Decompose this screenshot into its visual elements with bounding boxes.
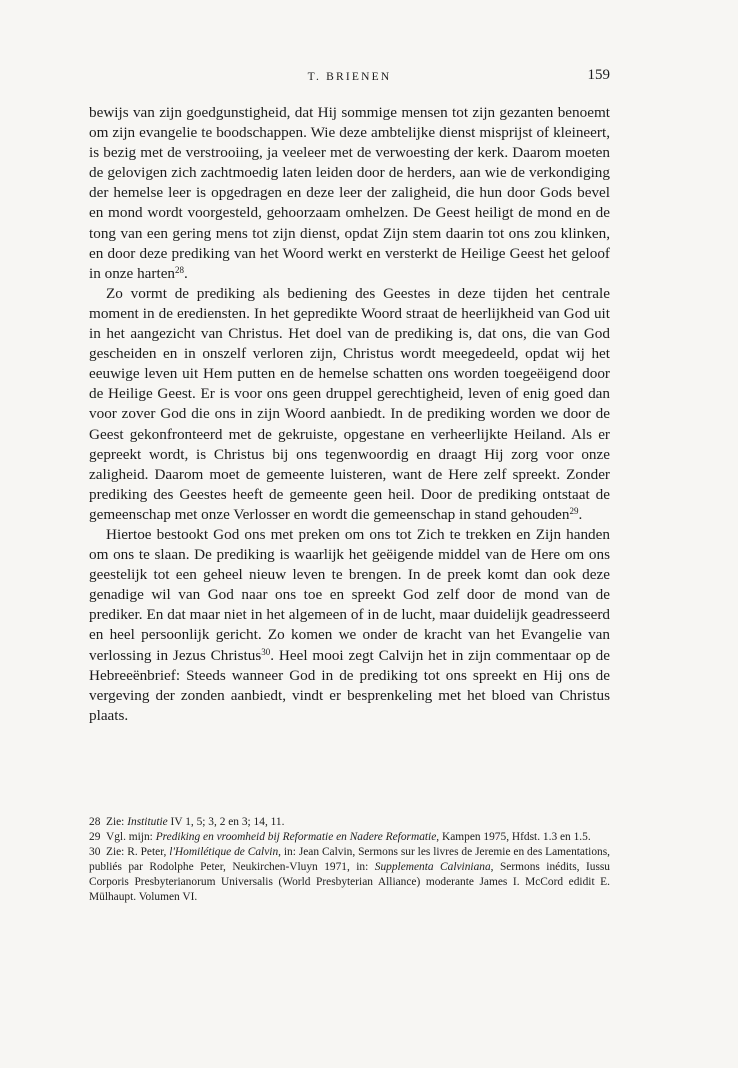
running-head: T. BRIENEN [307, 71, 392, 83]
paragraph: Hiertoe bestookt God ons met preken om ons tot Zich te trekken en Zijn handen om ons te slaan. De prediking is waarlijk het geëigende middel van de Here om ons geestelijk tot een geheel nieuw leven te brengen. In de preek komt dan ook deze genadige wil van God naar ons toe en spreekt God zelf door de mond van de prediker. En dat maar niet in het algemeen of in de lucht, maar duidelijk geadresseerd en heel persoonlijk gericht. Zo komen we onder de kracht van het Evangelie van verlossing in Jezus Christus$^{30}$. Heel mooi zegt Calvijn het in zijn commentaar op de Hebreeënbrief: Steeds wanneer God in de prediking tot ons spreekt en Hij ons de vergeving der zonden aanbiedt, vindt er besprenkeling met het bloed van Christus plaats. [89, 525, 611, 724]
body-text [89, 103, 610, 726]
page-header [89, 67, 610, 91]
footnote-number: 30 [89, 845, 101, 858]
footnotes [89, 815, 610, 904]
footnote-number: 29 [89, 830, 101, 843]
paragraph: bewijs van zijn goedgunstigheid, dat Hij sommige mensen tot zijn gezanten benoemt om zijn evangelie te boodschappen. Wie deze ambtelijke dienst misprijst of kleineert, is bezig met de verstrooiing, ja veeleer met de verwoesting der kerk. Daarom moeten de gelovigen zich zachtmoedig laten leiden door de herders, aan wie de verkondiging der hemelse leer is opgedragen en deze leer der zaligheid, die hun door Gods bevel en mond wordt voorgesteld, gehoorzaam omhelzen. De Geest heiligt de mond en de tong van een gering mens tot zijn dienst, opdat Zijn stem daarin tot ons zou klinken, en door deze prediking van het Woord werkt en versterkt de Heilige Geest het geloof in onze harten$^{28}$. [89, 104, 610, 282]
footnote-ref: 28 [175, 264, 185, 275]
footnote-ref: 30 [261, 646, 271, 657]
footnote: 30 Zie: R. Peter, l'Homilétique de Calvin, in: Jean Calvin, Sermons sur les livres de Jeremie en des Lamentations, publiés par Rodolphe Peter, Neukirchen-Vluyn 1971, in: Supplementa Calviniana, Sermons inédits, Iussu Corporis Presbyterianorum Universalis (World Presbyterian Alliance) moderante James I. McCord edidit E. Mülhaupt. Volumen VI. [89, 845, 611, 903]
footnote-number: 28 [89, 816, 101, 828]
footnote: 28 Zie: Institutie IV 1, 5; 3, 2 en 3; 14, 11. [89, 816, 285, 828]
page-number: 159 [587, 67, 610, 83]
footnote-ref: 29 [569, 505, 579, 516]
paragraph: Zo vormt de prediking als bediening des Geestes in deze tijden het centrale moment in de erediensten. In het gepredikte Woord straat de heerlijkheid van God uit in het aangezicht van Christus. Het doel van de prediking is, dat ons, die van God gescheiden en in onszelf verloren zijn, Christus wordt meegedeeld, opdat wij het eeuwige leven uit Hem putten en de hemelse schatten ons worden toegeëigend door de Heilige Geest. Er is voor ons geen druppel gerechtigheid, leven of enig goed dan voor zover God die ons in zijn Woord aanbiedt. In de prediking worden we door de Geest gekonfronteerd met de gekruiste, opgestane en verheerlijkte Heiland. Als er gepreekt wordt, is Christus bij ons tegenwoordig en draagt Hij zorg voor onze zaligheid. Daarom moet de gemeente luisteren, want de Here zelf spreekt. Zonder prediking des Geestes heeft de gemeente geen heil. Door de prediking ontstaat de gemeenschap met onze Verlosser en wordt die gemeenschap in stand gehouden$^{29}$. [89, 284, 610, 523]
footnote: 29 Vgl. mijn: Prediking en vroomheid bij Reformatie en Nadere Reformatie, Kampen 1975, Hfdst. 1.3 en 1.5. [89, 830, 591, 843]
